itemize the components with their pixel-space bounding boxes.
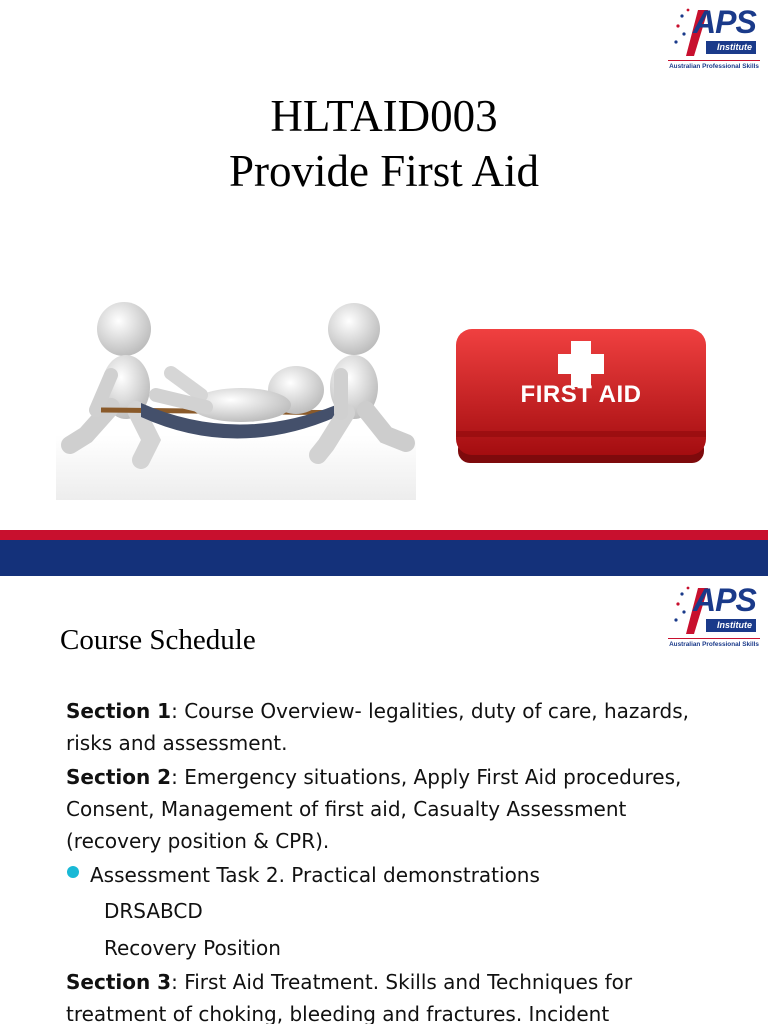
slide-title-code: HLTAID003 (270, 91, 498, 141)
logo-letters: APS (693, 582, 756, 618)
first-aid-kit-illustration (452, 325, 710, 467)
section-3-text-cont: treatment of choking, bleeding and fractures. Incident (66, 1002, 610, 1024)
slide-title-name: Provide First Aid (228, 146, 540, 196)
slide-heading: Course Schedule (60, 624, 256, 656)
logo-tagline: Australian Professional Skills (668, 60, 760, 72)
section-3-label: Section 3 (66, 970, 172, 994)
section-1-label: Section 1 (66, 699, 172, 723)
logo-letters: APS (693, 4, 756, 40)
footer-red-stripe (0, 530, 768, 540)
sub-item-drsabcd: DRSABCD (104, 899, 203, 923)
section-1-text-cont: risks and assessment. (66, 731, 288, 755)
logo-institute: Institute (706, 619, 756, 632)
first-aid-kit-label: FIRST AID (520, 381, 642, 408)
section-2-text-cont: Consent, Management of first aid, Casualty Assessment (66, 797, 627, 821)
logo-institute: Institute (706, 41, 756, 54)
section-2-label: Section 2 (66, 765, 172, 789)
section-2-text: : Emergency situations, Apply First Aid procedures, (171, 765, 682, 789)
aps-logo (668, 582, 760, 652)
section-2-text-cont: (recovery position & CPR). (66, 829, 330, 853)
bullet-dot-icon (67, 866, 79, 878)
assessment-bullet-text: Assessment Task 2. Practical demonstrations (90, 863, 540, 887)
sub-item-recovery-position: Recovery Position (104, 936, 281, 960)
section-3-text: : First Aid Treatment. Skills and Techniques for (171, 970, 633, 994)
course-schedule-slide (0, 576, 768, 1024)
logo-tagline: Australian Professional Skills (668, 638, 760, 650)
section-1-text: : Course Overview- legalities, duty of care, hazards, (171, 699, 690, 723)
footer-navy-band (0, 540, 768, 576)
stretcher-carry-illustration (56, 295, 416, 500)
aps-logo (668, 4, 760, 74)
